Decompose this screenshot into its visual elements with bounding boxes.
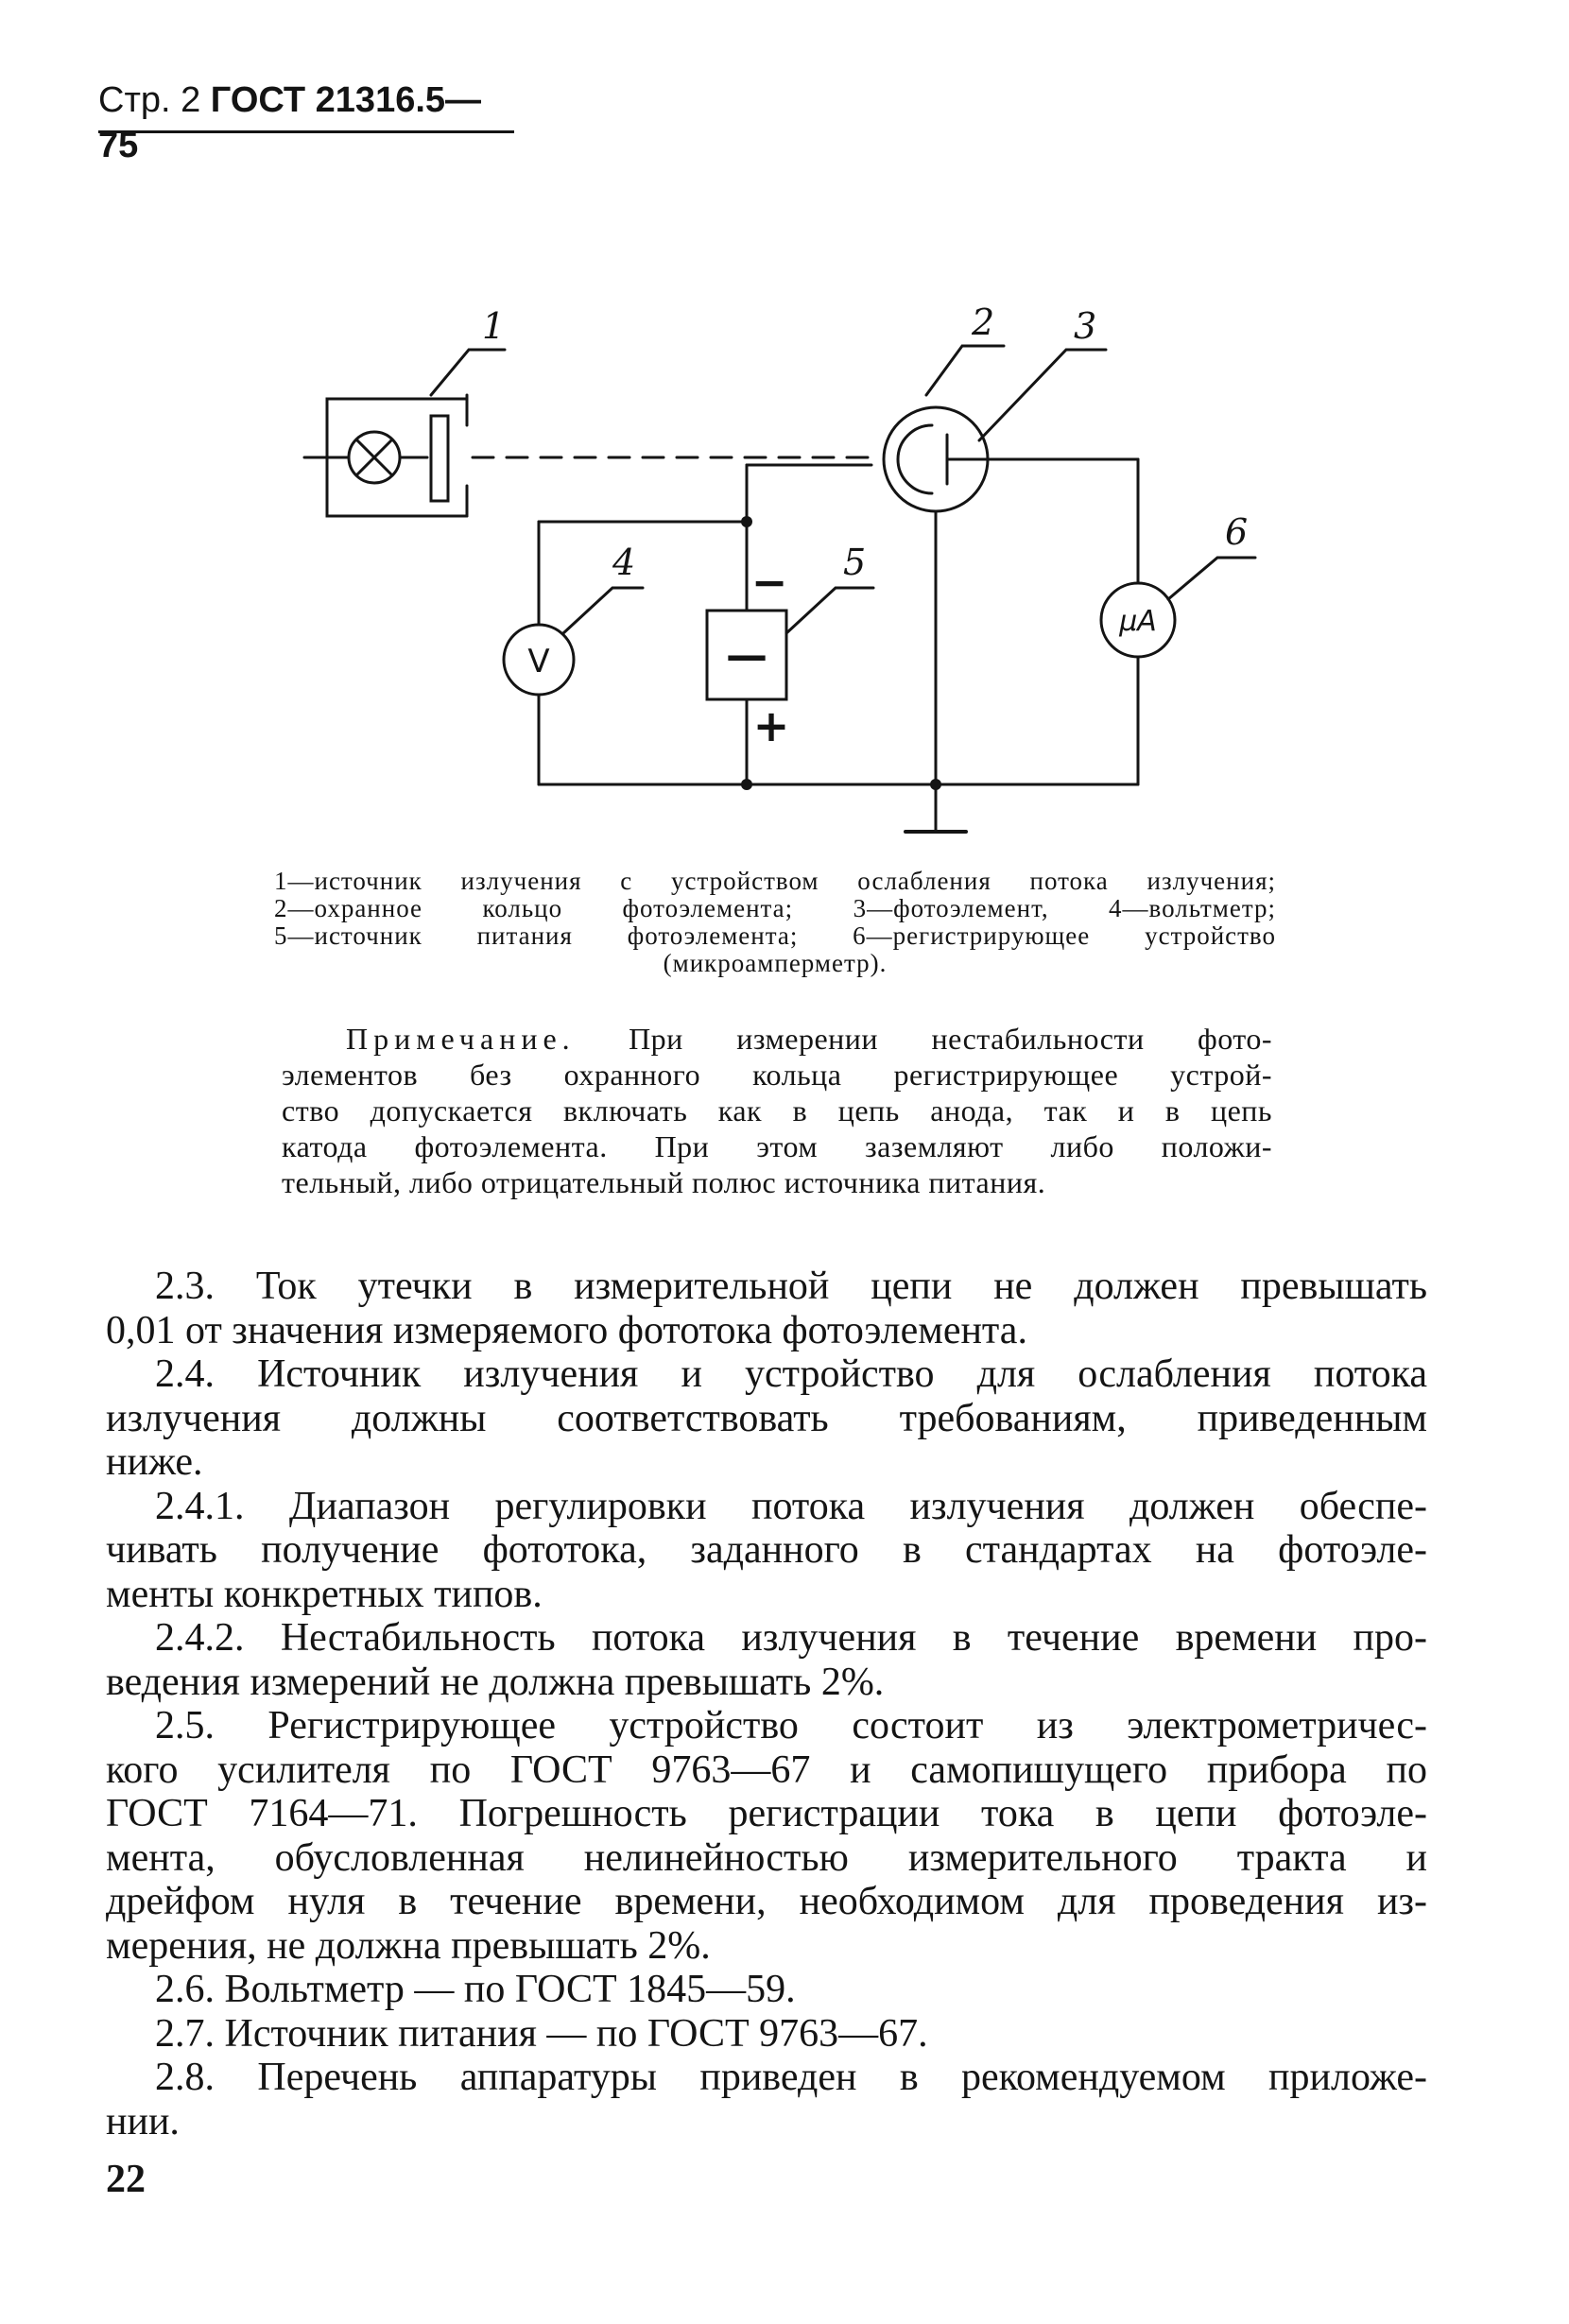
caption-line: (микроамперметр).	[663, 949, 888, 977]
note-block	[282, 1021, 1272, 1200]
note-line: элементов без охранного кольца регистрирующее устрой-	[282, 1058, 1272, 1092]
body-line: 2.4.2. Нестабильность потока излучения в течение времени про-	[155, 1616, 1427, 1660]
body-line: 2.5. Регистрирующее устройство состоит из электрометричес-	[155, 1704, 1427, 1747]
leader-3	[979, 350, 1106, 440]
caption-line: 1—источник излучения с устройством ослабления потока излучения;	[274, 867, 1276, 895]
body-line: 2.6. Вольтметр — по ГОСТ 1845—59.	[155, 1968, 796, 2011]
note-line: катода фотоэлемента. При этом заземляют либо положи-	[282, 1129, 1272, 1163]
body-line: излучения должны соответствовать требованиям, приведенным	[106, 1396, 1427, 1440]
circuit-diagram	[0, 284, 1569, 851]
attenuator-plate	[431, 416, 448, 501]
caption-line: 5—источник питания фотоэлемента; 6—регистрирующее устройство	[274, 921, 1276, 950]
body-line: чивать получение фототока, заданного в стандартах на фотоэле-	[106, 1528, 1427, 1572]
note-label: Примечание.	[346, 1022, 576, 1056]
body-line: нии.	[106, 2099, 180, 2143]
leader-5	[786, 588, 873, 633]
caption-line: 2—охранное кольцо фотоэлемента; 3—фотоэлемент, 4—вольтметр;	[274, 894, 1276, 922]
body-line: 2.4.1. Диапазон регулировки потока излучения должен обеспе-	[155, 1484, 1427, 1528]
microammeter-symbol-text: μA	[1119, 605, 1157, 638]
leader-6	[1168, 558, 1255, 599]
note-line: При измерении нестабильности фото-	[629, 1022, 1273, 1056]
body-line: кого усилителя по ГОСТ 9763—67 и самопишущего прибора по	[106, 1747, 1427, 1792]
figure-caption	[274, 868, 1276, 977]
label-6: 6	[1225, 511, 1249, 553]
body-line: ведения измерений не должна превышать 2%.	[106, 1660, 885, 1704]
body-line: 2.7. Источник питания — по ГОСТ 9763—67.	[155, 2011, 928, 2056]
note-line: ство допускается включать как в цепь анода, так и в цепь	[282, 1093, 1272, 1128]
header-standard: ГОСТ 21316.5—75	[98, 80, 482, 165]
body-line: дрейфом нуля в течение времени, необходимом для проведения из-	[106, 1880, 1427, 1923]
guard-ring-arc	[898, 425, 932, 493]
page-number: 22	[106, 2158, 146, 2201]
body-line: мерения, не должна превышать 2%.	[106, 1923, 711, 1968]
note-line: тельный, либо отрицательный полюс источника питания.	[282, 1165, 1046, 1199]
junction-dot	[741, 779, 752, 790]
body-line: ниже.	[106, 1440, 203, 1484]
body-line: менты конкретных типов.	[106, 1572, 543, 1616]
body-text	[106, 1265, 1427, 2143]
body-line: 0,01 от значения измеряемого фототока фотоэлемента.	[106, 1308, 1027, 1352]
junction-dot	[930, 779, 941, 790]
page-header	[98, 77, 514, 168]
battery-minus-terminal: −	[750, 557, 788, 608]
label-4: 4	[612, 542, 636, 583]
label-2: 2	[972, 301, 995, 343]
header-rule	[98, 130, 514, 133]
leader-4	[563, 588, 643, 633]
leader-2	[926, 346, 1004, 395]
body-line: 2.3. Ток утечки в измерительной цепи не должен превышать	[155, 1265, 1427, 1308]
label-3: 3	[1074, 305, 1097, 347]
junction-dot	[741, 516, 752, 527]
label-5: 5	[843, 542, 867, 583]
body-line: 2.4. Источник излучения и устройство для ослабления потока	[155, 1352, 1427, 1396]
note-line-first	[282, 1021, 1272, 1057]
body-line: ГОСТ 7164—71. Погрешность регистрации тока в цепи фотоэле-	[106, 1792, 1427, 1835]
battery-minus-box: —	[726, 631, 767, 680]
body-line: 2.8. Перечень аппаратуры приведен в рекомендуемом приложе-	[155, 2056, 1427, 2099]
body-line: мента, обусловленная нелинейностью измерительного тракта и	[106, 1835, 1427, 1880]
leader-1	[431, 350, 505, 395]
header-prefix: Стр. 2	[98, 80, 201, 120]
battery-plus-terminal: +	[752, 700, 790, 751]
label-1: 1	[482, 305, 506, 347]
voltmeter-symbol-text: V	[527, 643, 550, 680]
